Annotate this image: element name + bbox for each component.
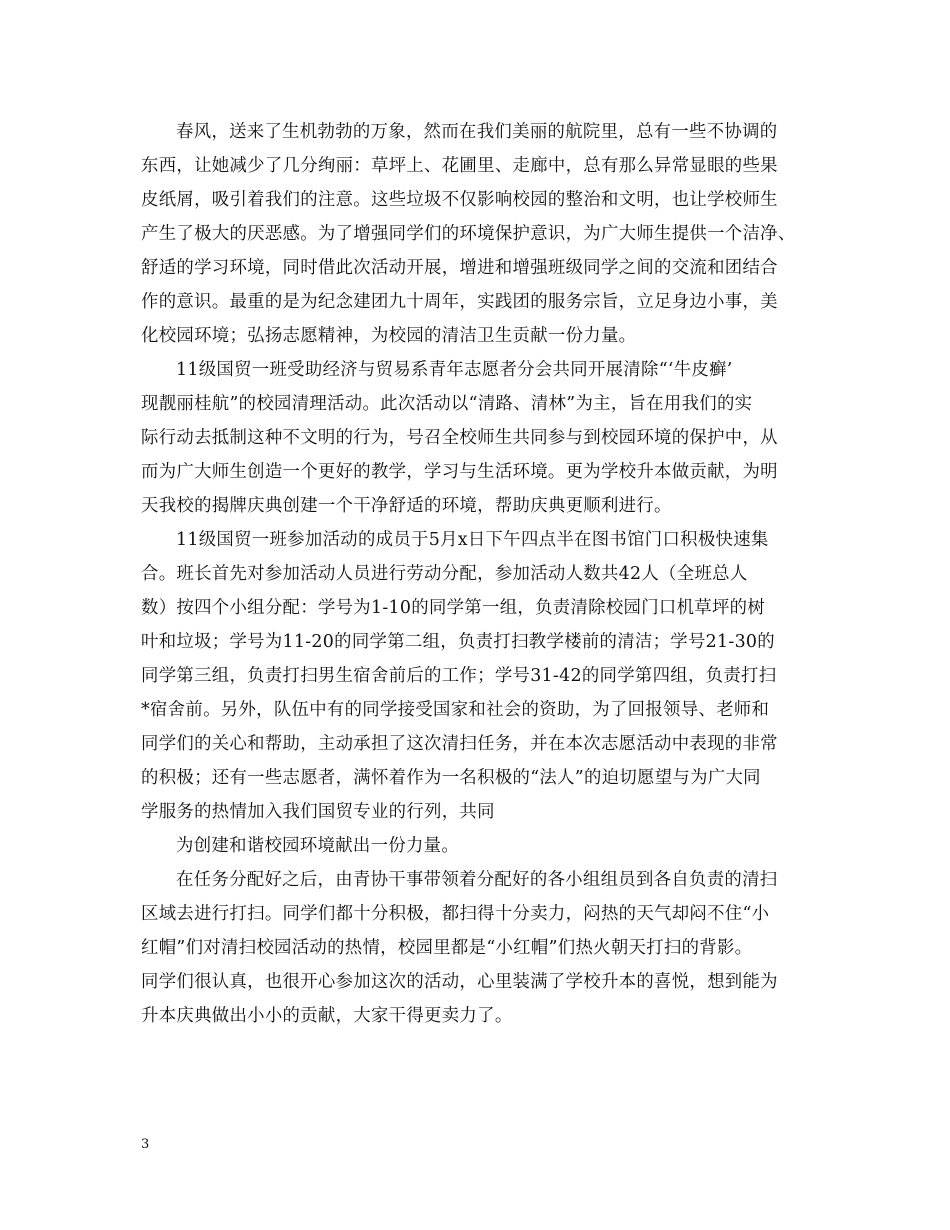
text-line: 的积极；还有一些志愿者，满怀着作为一名积极的“法人”的迫切愿望与为广大同: [141, 768, 761, 788]
text-line: 红帽”们对清扫校园活动的热情，校园里都是“小红帽”们热火朝天打扫的背影。: [141, 938, 753, 958]
text-line: 11级国贸一班受助经济与贸易系青年志愿者分会共同开展清除“‘牛皮癣’: [176, 360, 733, 380]
text-line: 天我校的揭牌庆典创建一个干净舒适的环境，帮助庆典更顺利进行。: [141, 496, 672, 516]
text-line: 数）按四个小组分配：学号为1-10的同学第一组，负责清除校园门口机草坪的树: [141, 598, 766, 618]
text-line: 春风，送来了生机勃勃的万象，然而在我们美丽的航院里，总有一些不协调的: [176, 122, 778, 142]
text-line: 为创建和谐校园环境献出一份力量。: [176, 836, 460, 856]
text-line: 叶和垃圾；学号为11-20的同学第二组，负责打扫教学楼前的清洁；学号21-30的: [141, 632, 775, 652]
text-line: 现靓丽桂航”的校园清理活动。此次活动以“清路、清林”为主，旨在用我们的实: [141, 394, 753, 414]
text-line: 同学们很认真，也很开心参加这次的活动，心里装满了学校升本的喜悦，想到能为: [141, 972, 778, 992]
text-line: 11级国贸一班参加活动的成员于5月x日下午四点半在图书馆门口积极快速集: [176, 530, 769, 550]
text-line: 产生了极大的厌恶感。为了增强同学们的环境保护意识，为广大师生提供一个洁净、: [141, 224, 796, 244]
text-line: 舒适的学习环境，同时借此次活动开展，增进和增强班级同学之间的交流和团结合: [141, 258, 778, 278]
text-line: 区域去进行打扫。同学们都十分积极，都扫得十分卖力，闷热的天气却闷不住“小: [141, 904, 770, 924]
text-line: *宿舍前。另外，队伍中有的同学接受国家和社会的资助，为了回报领导、老师和: [141, 700, 770, 720]
text-line: 同学们的关心和帮助，主动承担了这次清扫任务，并在本次志愿活动中表现的非常: [141, 734, 778, 754]
text-line: 际行动去抵制这种不文明的行为，号召全校师生共同参与到校园环境的保护中，从: [141, 428, 778, 448]
page-number: 3: [141, 1137, 150, 1152]
text-line: 升本庆典做出小小的贡献，大家干得更卖力了。: [141, 1006, 513, 1026]
text-line: 同学第三组，负责打扫男生宿舍前后的工作；学号31-42的同学第四组，负责打扫: [141, 666, 777, 686]
text-line: 而为广大师生创造一个更好的教学，学习与生活环境。更为学校升本做贡献，为明: [141, 462, 778, 482]
text-line: 合。班长首先对参加活动人员进行劳动分配，参加活动人数共42人（全班总人: [141, 564, 748, 584]
text-line: 作的意识。最重的是为纪念建团九十周年，实践团的服务宗旨，立足身边小事，美: [141, 292, 778, 312]
text-line: 化校园环境；弘扬志愿精神，为校园的清洁卫生贡献一份力量。: [141, 326, 637, 346]
text-line: 东西，让她减少了几分绚丽：草坪上、花圃里、走廊中，总有那么异常显眼的些果: [141, 156, 778, 176]
text-line: 学服务的热情加入我们国贸专业的行列，共同: [141, 802, 495, 822]
text-line: 在任务分配好之后，由青协干事带领着分配好的各小组组员到各自负责的清扫: [176, 870, 778, 890]
text-line: 皮纸屑，吸引着我们的注意。这些垃圾不仅影响校园的整治和文明，也让学校师生: [141, 190, 778, 210]
